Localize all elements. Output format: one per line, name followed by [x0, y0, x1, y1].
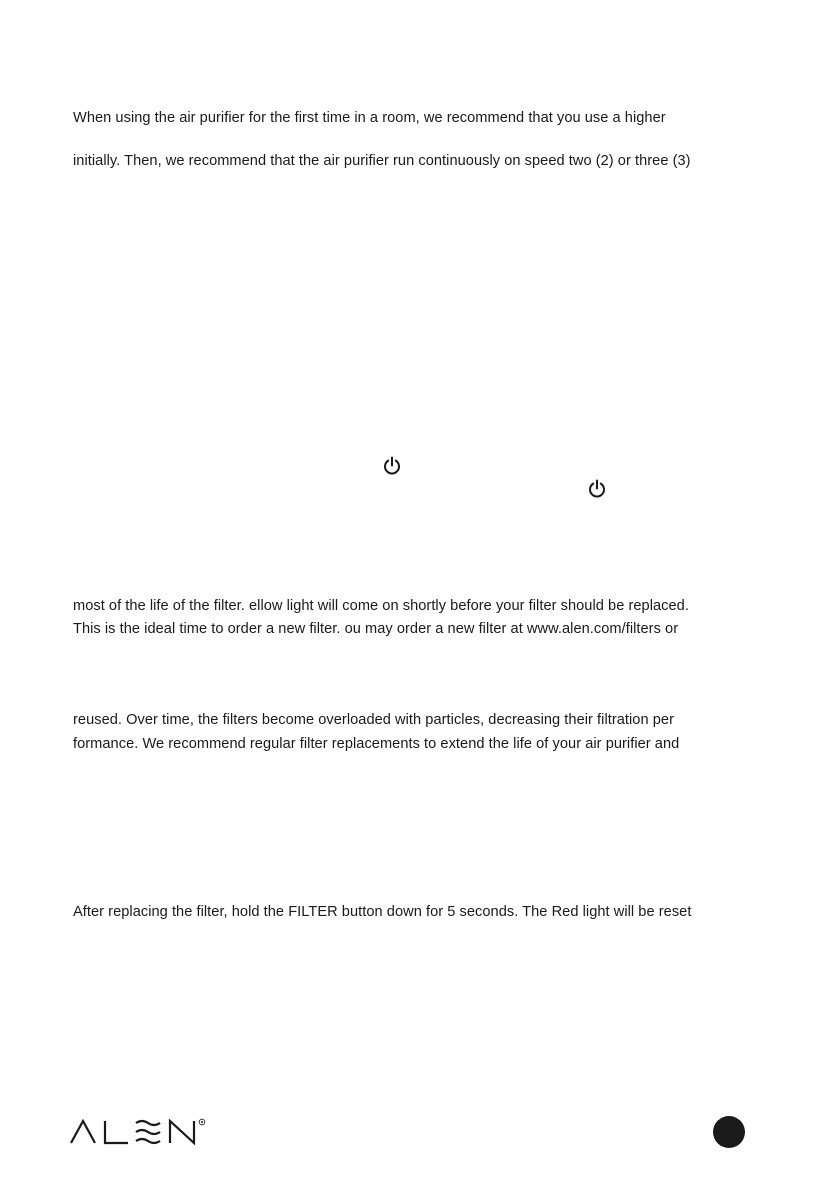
- body-text-line: formance. We recommend regular filter replacements to extend the life of your air purifier and: [73, 736, 680, 752]
- body-text-line: After replacing the filter, hold the FILTER button down for 5 seconds. The Red light will be reset: [73, 904, 692, 920]
- body-text-line: initially. Then, we recommend that the air purifier run continuously on speed two (2) or three (3): [73, 153, 691, 169]
- body-text-line: most of the life of the filter. ellow light will come on shortly before your filter should be replaced.: [73, 598, 689, 614]
- body-text-line: This is the ideal time to order a new filter. ou may order a new filter at www.alen.com/filters or: [73, 621, 679, 637]
- power-icon: [382, 456, 402, 476]
- body-text-line: When using the air purifier for the first time in a room, we recommend that you use a higher: [73, 110, 666, 126]
- page-number-badge: [713, 1116, 745, 1148]
- body-text-line: reused. Over time, the filters become overloaded with particles, decreasing their filtration per: [73, 712, 674, 728]
- alen-logo: [70, 1118, 210, 1146]
- power-icon: [587, 479, 607, 499]
